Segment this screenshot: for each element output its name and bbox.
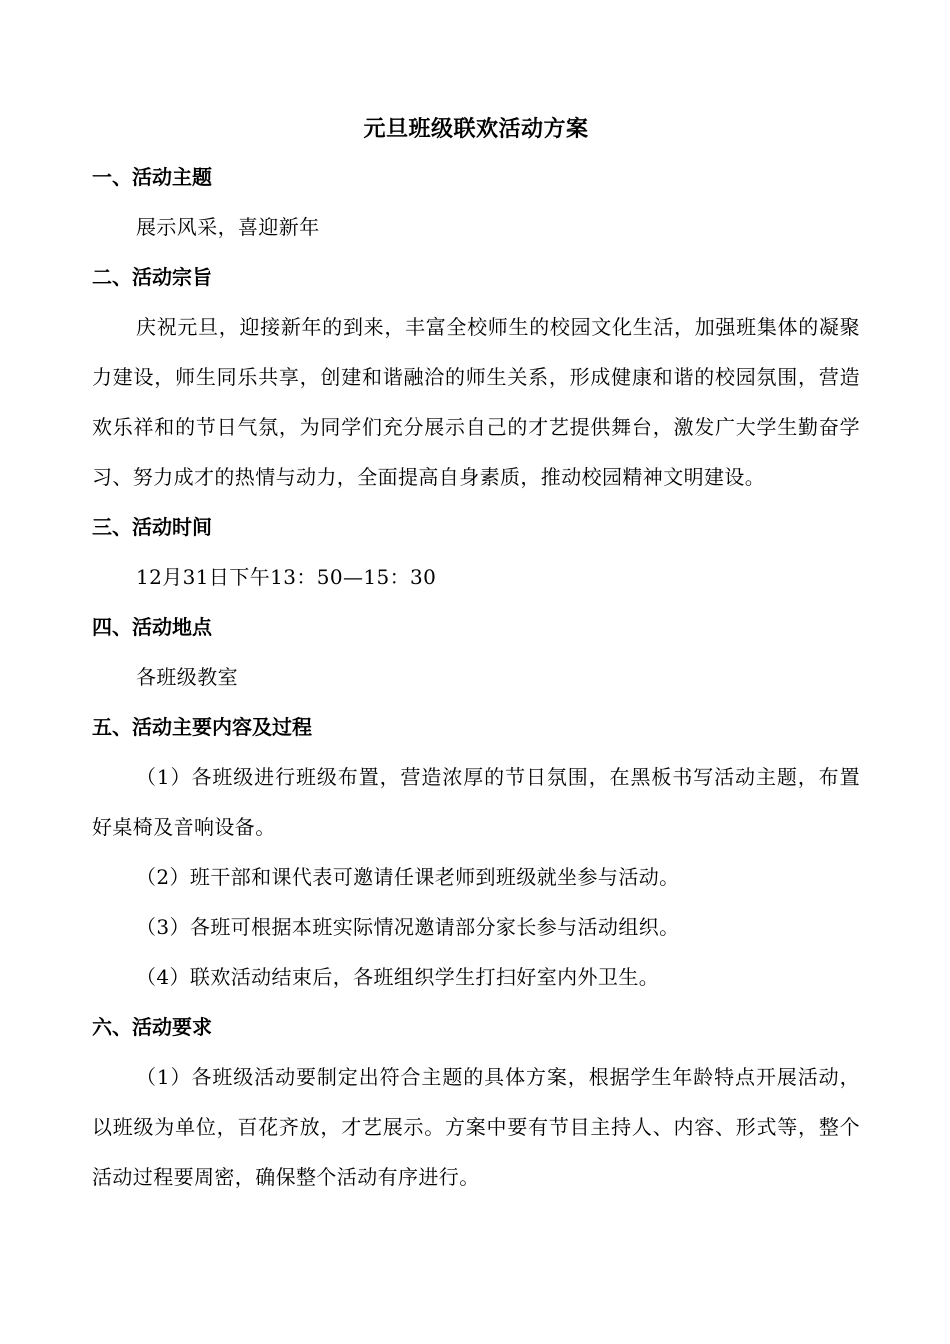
section-paragraph: （2）班干部和课代表可邀请任课老师到班级就坐参与活动。: [136, 865, 680, 889]
section-paragraph: 庆祝元旦，迎接新年的到来，丰富全校师生的校园文化生活，加强班集体的凝聚力建设，师生同乐共享，创建和谐融洽的师生关系，形成健康和谐的校园氛围，营造欢乐祥和的节日气氛，为同学们充分展示自己的才艺提供舞台，激发广大学生勤奋学习、努力成才的热情与动力，全面提高自身素质，推动校园精神文明建设。: [92, 315, 860, 489]
section-paragraph: 各班级教室: [136, 665, 238, 689]
section-paragraph: 12月31日下午13：50—15：30: [136, 565, 437, 589]
section-paragraph: 展示风采，喜迎新年: [136, 215, 320, 239]
section-paragraph: （4）联欢活动结束后，各班组织学生打扫好室内外卫生。: [136, 965, 660, 989]
section-purpose: [92, 252, 860, 502]
document-page: [92, 108, 860, 1202]
section-heading: 五、活动主要内容及过程: [92, 715, 312, 739]
section-content-process: [92, 702, 860, 1002]
section-heading: 一、活动主题: [92, 165, 212, 189]
section-heading: 六、活动要求: [92, 1015, 212, 1039]
section-heading: 三、活动时间: [92, 515, 212, 539]
section-paragraph: （3）各班可根据本班实际情况邀请部分家长参与活动组织。: [136, 915, 680, 939]
document-title: 元旦班级联欢活动方案: [363, 117, 589, 142]
section-heading: 四、活动地点: [92, 615, 212, 639]
section-paragraph: （1）各班级进行班级布置，营造浓厚的节日氛围，在黑板书写活动主题，布置好桌椅及音响设备。: [92, 765, 860, 839]
section-time: [92, 502, 860, 602]
section-theme: [92, 152, 860, 252]
section-requirements: [92, 1002, 860, 1202]
section-heading: 二、活动宗旨: [92, 265, 212, 289]
section-paragraph: （1）各班级活动要制定出符合主题的具体方案，根据学生年龄特点开展活动，以班级为单位，百花齐放，才艺展示。方案中要有节目主持人、内容、形式等，整个活动过程要周密，确保整个活动有序进行。: [92, 1065, 860, 1189]
section-location: [92, 602, 860, 702]
